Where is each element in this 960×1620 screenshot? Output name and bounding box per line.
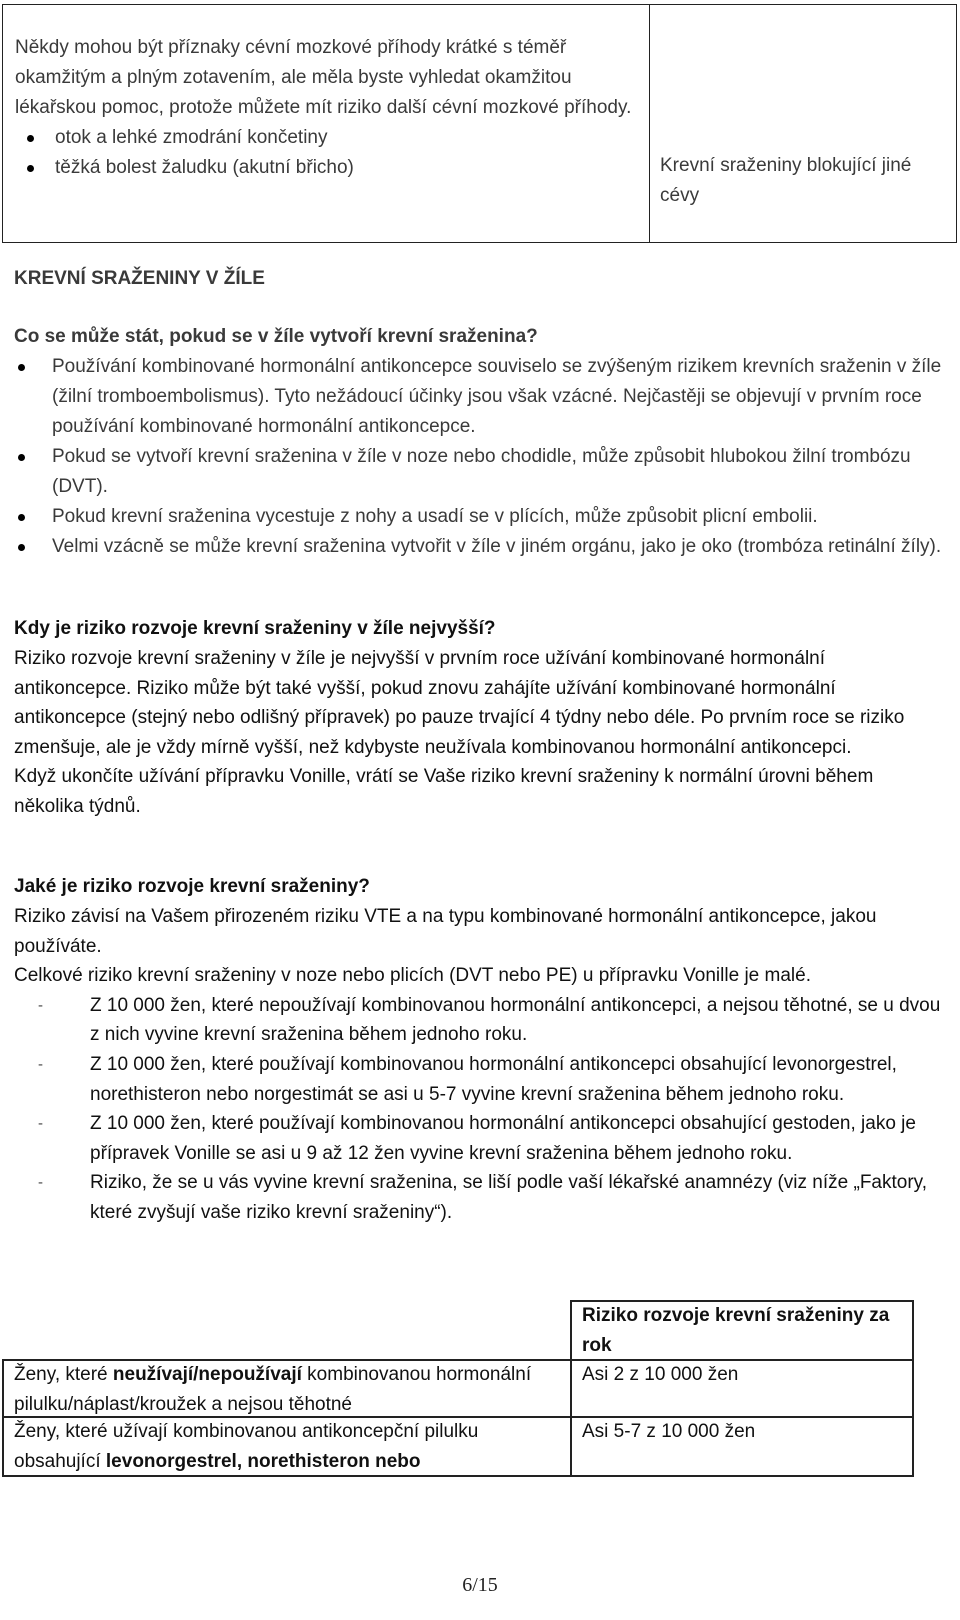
stroke-paragraph: Někdy mohou být příznaky cévní mozkové příhody krátké s téměř okamžitým a plným zotavením, ale měla byste vyhledat okamžitou lékařskou pomoc, protože můžete mít riziko další cévní mozkové příhody. — [15, 37, 632, 118]
risk-dash-item: - Z 10 000 žen, které nepoužívají kombinovanou hormonální antikoncepci, a nejsou těhotné, se u dvou z nich vyvine krevní sraženina během jednoho roku. — [14, 991, 944, 1050]
risk-table — [2, 1300, 914, 1477]
q1-bullet: Pokud se vytvoří krevní sraženina v žíle v noze nebo chodidle, může způsobit hlubokou žilní trombózu (DVT). — [14, 442, 944, 502]
row-nonusers-label — [2, 1360, 568, 1419]
q2-paragraph: Když ukončíte užívání přípravku Vonille, vrátí se Vaše riziko krevní sraženiny k normální úrovni během několika týdnů. — [14, 766, 874, 817]
row-bold-text: levonorgestrel, norethisteron nebo — [105, 1450, 421, 1472]
symptoms-cell — [3, 5, 650, 242]
q2-block — [14, 614, 944, 822]
q1-bullet: Používání kombinované hormonální antikoncepce souviselo se zvýšeným rizikem krevních sraženin v žíle (žilní tromboembolismus). Tyto nežádoucí účinky jsou však vzácné. Nejčastěji se objevují v prvním roce používání kombinované hormonální antikoncepce. — [14, 352, 944, 442]
row-bold-text: neužívají/nepoužívají — [112, 1364, 302, 1385]
row-levonorgestrel-label — [2, 1417, 568, 1476]
symptom-bullet: otok a lehké zmodrání končetiny — [15, 123, 637, 153]
q1-block — [14, 322, 944, 562]
q1-bullet: Pokud krevní sraženina vycestuje z nohy a usadí se v plících, může způsobit plicní embolii. — [14, 502, 944, 532]
q3-paragraph: Riziko závisí na Vašem přirozeném riziku VTE a na typu kombinované hormonální antikoncepce, jakou používáte. — [14, 906, 877, 957]
section-title: KREVNÍ SRAŽENINY V ŽÍLE — [14, 268, 265, 289]
page-number: 6/15 — [462, 1574, 498, 1596]
risk-dash-item: - Riziko, že se u vás vyvine krevní sraženina, se liší podle vaší lékařské anamnézy (viz níže „Faktory, které zvyšují vaše riziko krevní sraženiny“). — [14, 1168, 944, 1227]
q2-heading: Kdy je riziko rozvoje krevní sraženiny v žíle nejvyšší? — [14, 618, 496, 639]
condition-cell: Krevní sraženiny blokující jiné cévy — [660, 155, 912, 206]
q1-bullet: Velmi vzácně se může krevní sraženina vytvořit v žíle v jiném orgánu, jako je oko (trombóza retinální žíly). — [14, 532, 944, 562]
q3-block — [14, 872, 944, 1228]
risk-table-header: Riziko rozvoje krevní sraženiny za rok — [582, 1305, 890, 1356]
risk-dash-item: - Z 10 000 žen, které používají kombinovanou hormonální antikoncepci obsahující gestoden, jako je přípravek Vonille se asi u 9 až 12 žen vyvine krevní sraženina během jednoho roku. — [14, 1109, 944, 1168]
section-title-block — [14, 264, 944, 294]
row-text: Ženy, které — [14, 1364, 113, 1385]
q1-bullet-list — [14, 352, 944, 562]
symptom-bullet: těžká bolest žaludku (akutní břicho) — [15, 153, 637, 183]
q2-paragraph: Riziko rozvoje krevní sraženiny v žíle je nejvyšší v prvním roce užívání kombinované hormonální antikoncepce. Riziko může být také vyšší, pokud znovu zahájíte užívání kombinované hormonální antikoncepce (stejný nebo odlišný přípravek) po pauze trvající 4 týdny nebo déle. Po prvním roce se riziko zmenšuje, ale je vždy mírně vyšší, než kdybyste neužívala kombinovanou hormonální antikoncepci. — [14, 648, 905, 758]
q3-paragraph: Celkové riziko krevní sraženiny v noze nebo plicích (DVT nebo PE) u přípravku Vonille je malé. — [14, 965, 811, 987]
stroke-symptoms-table — [2, 4, 957, 243]
risk-dash-item: - Z 10 000 žen, které používají kombinovanou hormonální antikoncepci obsahující levonorgestrel, norethisteron nebo norgestimát se asi u 5-7 vyvine krevní sraženina během jednoho roku. — [14, 1050, 944, 1109]
row-levonorgestrel-value: Asi 5-7 z 10 000 žen — [582, 1421, 756, 1442]
q1-heading: Co se může stát, pokud se v žíle vytvoří krevní sraženina? — [14, 326, 538, 347]
q3-heading: Jaké je riziko rozvoje krevní sraženiny? — [14, 876, 370, 897]
row-text: kombinovanou hormonální pilulku/náplast/kroužek a nejsou těhotné — [14, 1364, 532, 1415]
row-text: Ženy, které užívají kombinovanou antikoncepční pilulku obsahující — [14, 1421, 479, 1472]
row-nonusers-value: Asi 2 z 10 000 žen — [582, 1364, 739, 1385]
